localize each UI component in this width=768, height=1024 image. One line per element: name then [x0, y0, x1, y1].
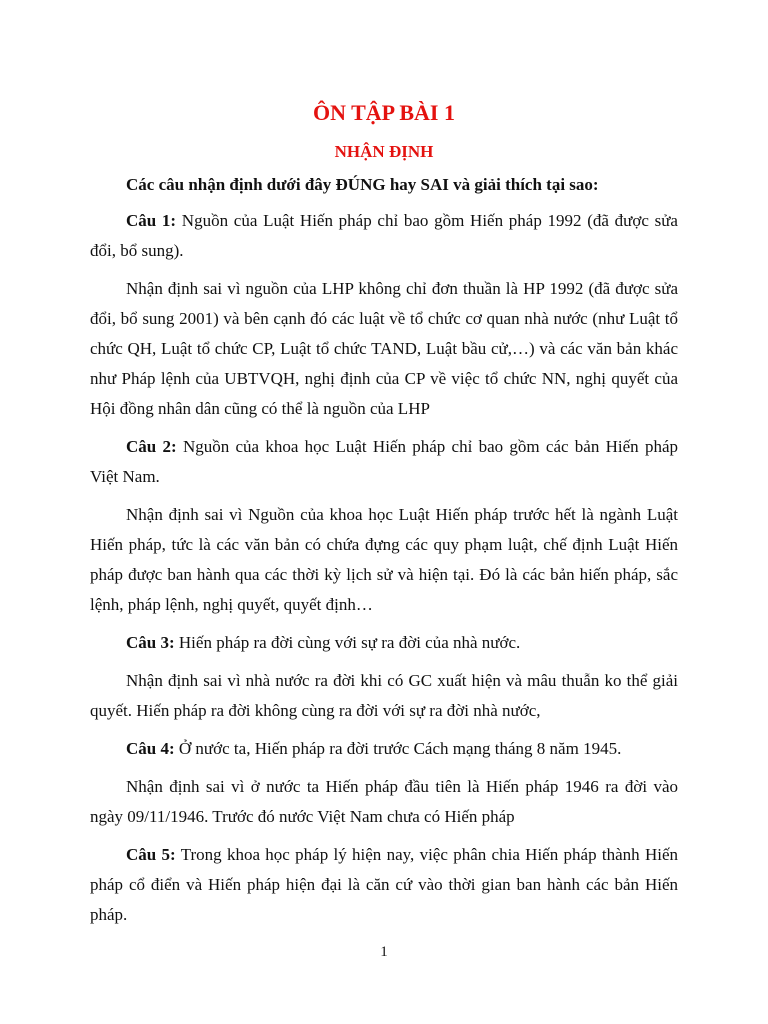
question-4-label: Câu 4: [126, 739, 175, 758]
answer-4: Nhận định sai vì ở nước ta Hiến pháp đầu tiên là Hiến pháp 1946 ra đời vào ngày 09/11/1946. Trước đó nước Việt Nam chưa có Hiến pháp [90, 777, 678, 826]
question-2 [90, 432, 678, 492]
question-4 [90, 734, 678, 764]
question-2-label: Câu 2: [126, 437, 177, 456]
document-subtitle: NHẬN ĐỊNH [334, 142, 434, 161]
question-3-text: Hiến pháp ra đời cùng với sự ra đời của nhà nước. [174, 633, 521, 652]
question-1-text: Nguồn của Luật Hiến pháp chỉ bao gồm Hiến pháp 1992 (đã được sửa đổi, bổ sung). [90, 211, 678, 260]
question-5-text: Trong khoa học pháp lý hiện nay, việc phân chia Hiến pháp thành Hiến pháp cổ điển và Hiến pháp hiện đại là căn cứ vào thời gian ban hành các bản Hiến pháp. [90, 845, 678, 924]
question-3 [90, 628, 678, 658]
page-number: 1 [380, 944, 388, 960]
question-4-text: Ở nước ta, Hiến pháp ra đời trước Cách mạng tháng 8 năm 1945. [174, 739, 622, 758]
intro-text: Các câu nhận định dưới đây ĐÚNG hay SAI và giải thích tại sao: [126, 175, 599, 194]
document-title: ÔN TẬP BÀI 1 [312, 100, 455, 125]
document-page [90, 98, 678, 938]
question-1-label: Câu 1: [126, 211, 177, 230]
question-5-label: Câu 5: [126, 845, 176, 864]
answer-1: Nhận định sai vì nguồn của LHP không chỉ đơn thuần là HP 1992 (đã được sửa đổi, bổ sung 2001) và bên cạnh đó các luật về tổ chức cơ quan nhà nước (như Luật tổ chức QH, Luật tổ chức CP, Luật tổ chức TAND, Luật bầu cử,…) và các văn bản khác như Pháp lệnh của UBTVQH, nghị định của CP về việc tổ chức NN, nghị quyết của Hội đồng nhân dân cũng có thể là nguồn của LHP [90, 279, 678, 418]
answer-2: Nhận định sai vì Nguồn của khoa học Luật Hiến pháp trước hết là ngành Luật Hiến pháp, tức là các văn bản có chứa đựng các quy phạm luật, chế định Luật Hiến pháp được ban hành qua các thời kỳ lịch sử và hiện tại. Đó là các bản hiến pháp, sắc lệnh, pháp lệnh, nghị quyết, quyết định… [90, 505, 678, 614]
question-1 [90, 206, 678, 266]
answer-3: Nhận định sai vì nhà nước ra đời khi có GC xuất hiện và mâu thuẫn ko thể giải quyết. Hiến pháp ra đời không cùng ra đời với sự ra đời nhà nước, [90, 671, 678, 720]
question-3-label: Câu 3: [126, 633, 175, 652]
question-2-text: Nguồn của khoa học Luật Hiến pháp chỉ bao gồm các bản Hiến pháp Việt Nam. [90, 437, 678, 486]
question-5 [90, 840, 678, 930]
